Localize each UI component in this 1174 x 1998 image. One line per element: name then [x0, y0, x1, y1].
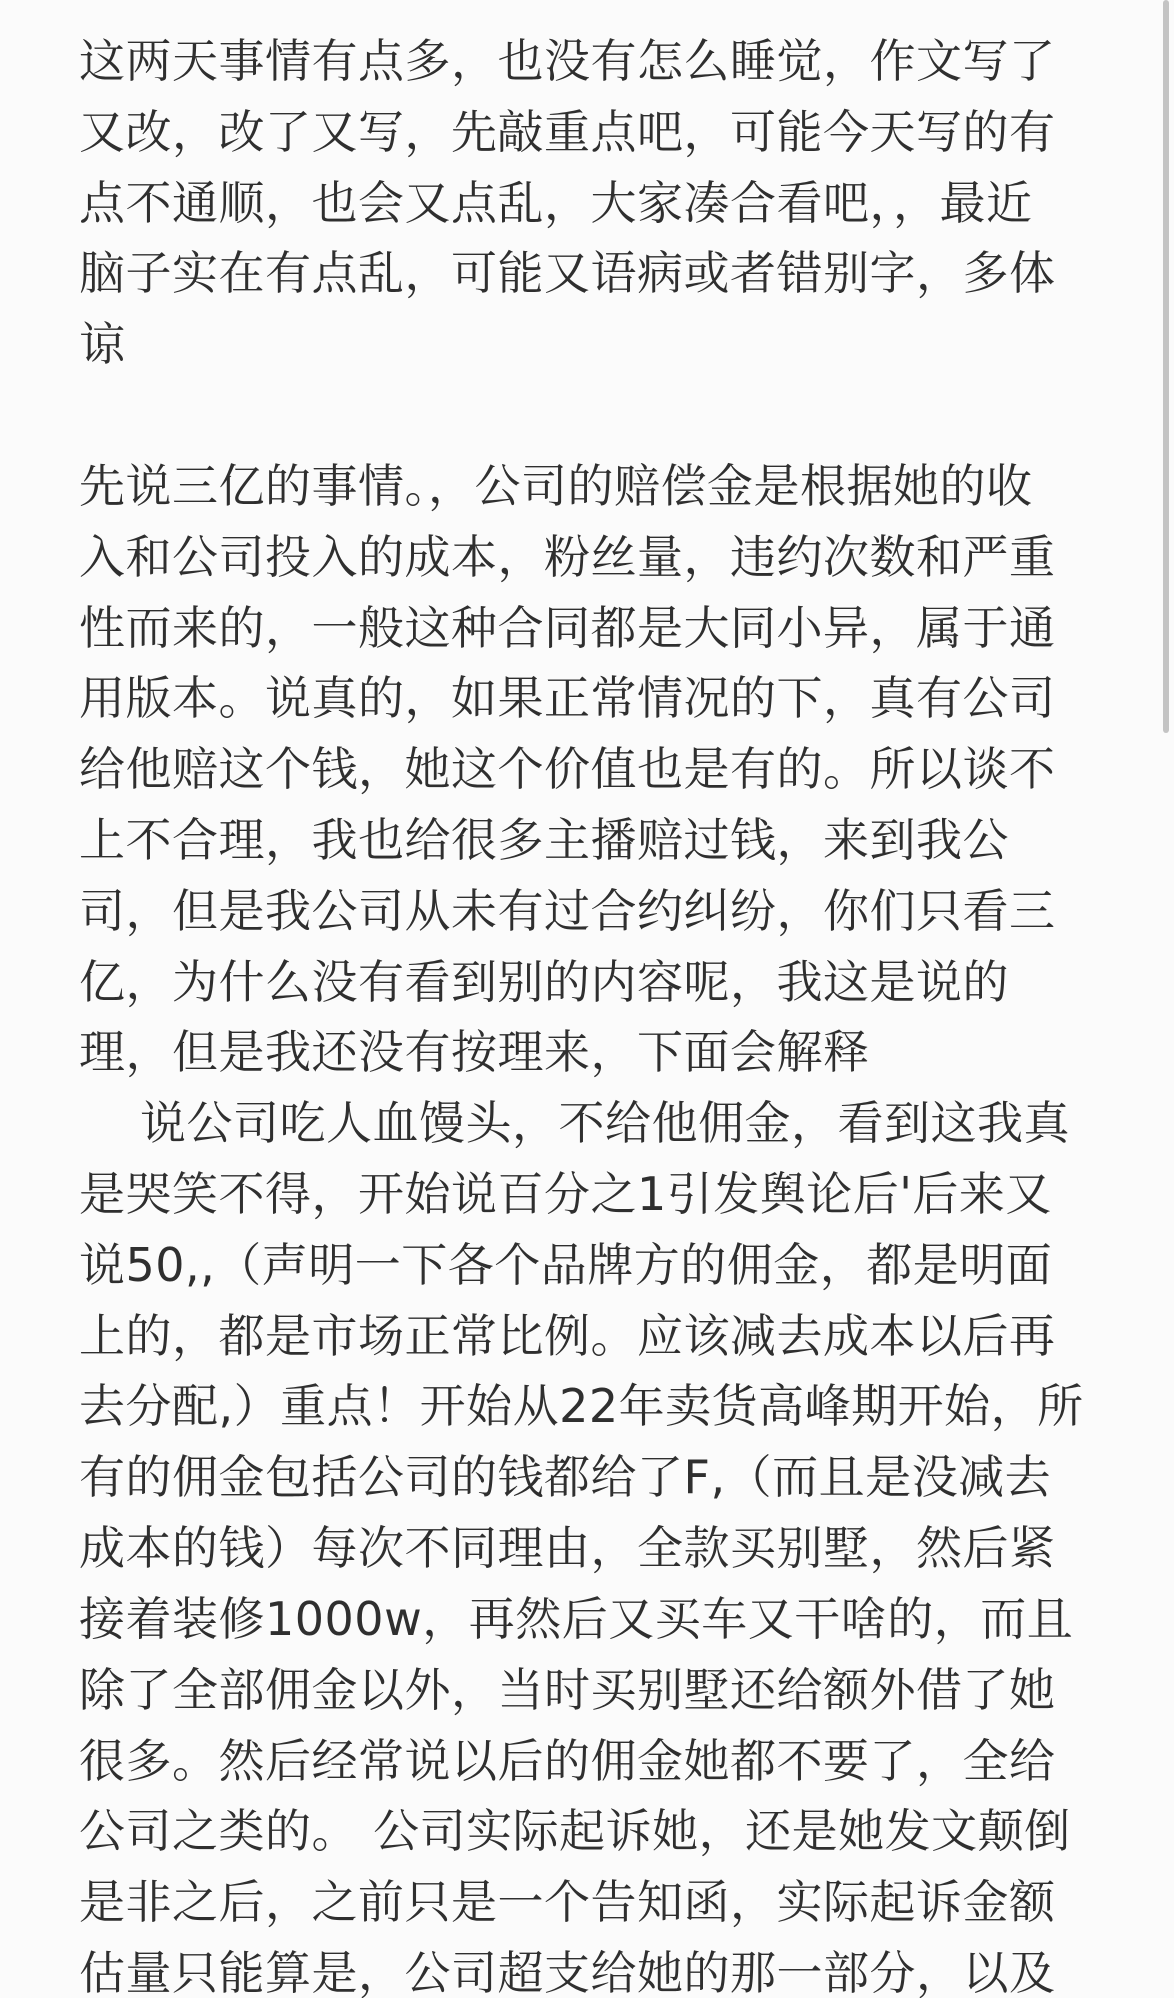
paragraph-compensation [79, 451, 1149, 1088]
text-line: 接着装修1000w，再然后又买车又干啥的，而且 [79, 1591, 1074, 1646]
text-line: 上的，都是市场正常比例。应该减去成本以后再 [79, 1308, 1056, 1363]
text-line: 入和公司投入的成本，粉丝量，违约次数和严重 [79, 529, 1056, 584]
text-line: 又改，改了又写，先敲重点吧，可能今天写的有 [79, 104, 1056, 159]
text-line: 说公司吃人血馒头，不给他佣金，看到这我真 [140, 1096, 1070, 1151]
text-line: 估量只能算是，公司超支给她的那一部分，以及 [79, 1945, 1056, 1998]
vertical-scrollbar[interactable] [1158, 0, 1174, 1998]
paragraph-intro [79, 26, 1149, 380]
text-line: 点不通顺，也会又点乱，大家凑合看吧，，最近 [79, 175, 1033, 230]
text-line: 有的佣金包括公司的钱都给了F,（而且是没减去 [79, 1450, 1052, 1505]
text-line: 理，但是我还没有按理来，下面会解释 [79, 1025, 870, 1080]
text-line: 给他赔这个钱，她这个价值也是有的。所以谈不 [79, 742, 1056, 797]
scrollbar-thumb[interactable] [1163, 0, 1169, 733]
text-line: 司，但是我公司从未有过合约纠纷，你们只看三 [79, 883, 1056, 938]
text-line: 成本的钱）每次不同理由，全款买别墅，然后紧 [79, 1521, 1056, 1576]
text-line: 上不合理，我也给很多主播赔过钱，来到我公 [79, 812, 1009, 867]
text-line: 是非之后，之前只是一个告知函，实际起诉金额 [79, 1875, 1056, 1930]
text-line: 先说三亿的事情。，公司的赔偿金是根据她的收 [79, 458, 1033, 513]
paragraph-commission [79, 1088, 1149, 1998]
text-line: 是哭笑不得，开始说百分之1引发舆论后'后来又 [79, 1167, 1052, 1221]
text-line: 这两天事情有点多，也没有怎么睡觉，作文写了 [79, 34, 1056, 88]
text-line: 用版本。说真的，如果正常情况的下，真有公司 [79, 671, 1056, 726]
text-line: 除了全部佣金以外，当时买别墅还给额外借了她 [79, 1662, 1056, 1717]
text-line: 说50,,（声明一下各个品牌方的佣金，都是明面 [79, 1237, 1053, 1292]
text-line: 性而来的，一般这种合同都是大同小异，属于通 [79, 600, 1056, 655]
text-line: 去分配,）重点！开始从22年卖货高峰期开始，所 [79, 1379, 1084, 1434]
text-line: 亿，为什么没有看到别的内容呢，我这是说的 [79, 954, 1009, 1009]
text-line: 公司之类的。 公司实际起诉她，还是她发文颠倒 [79, 1804, 1071, 1859]
text-line: 脑子实在有点乱，可能又语病或者错别字，多体 [79, 246, 1056, 301]
text-line: 很多。然后经常说以后的佣金她都不要了，全给 [79, 1733, 1056, 1788]
article-body [79, 26, 1149, 1998]
text-line: 谅 [79, 317, 126, 372]
